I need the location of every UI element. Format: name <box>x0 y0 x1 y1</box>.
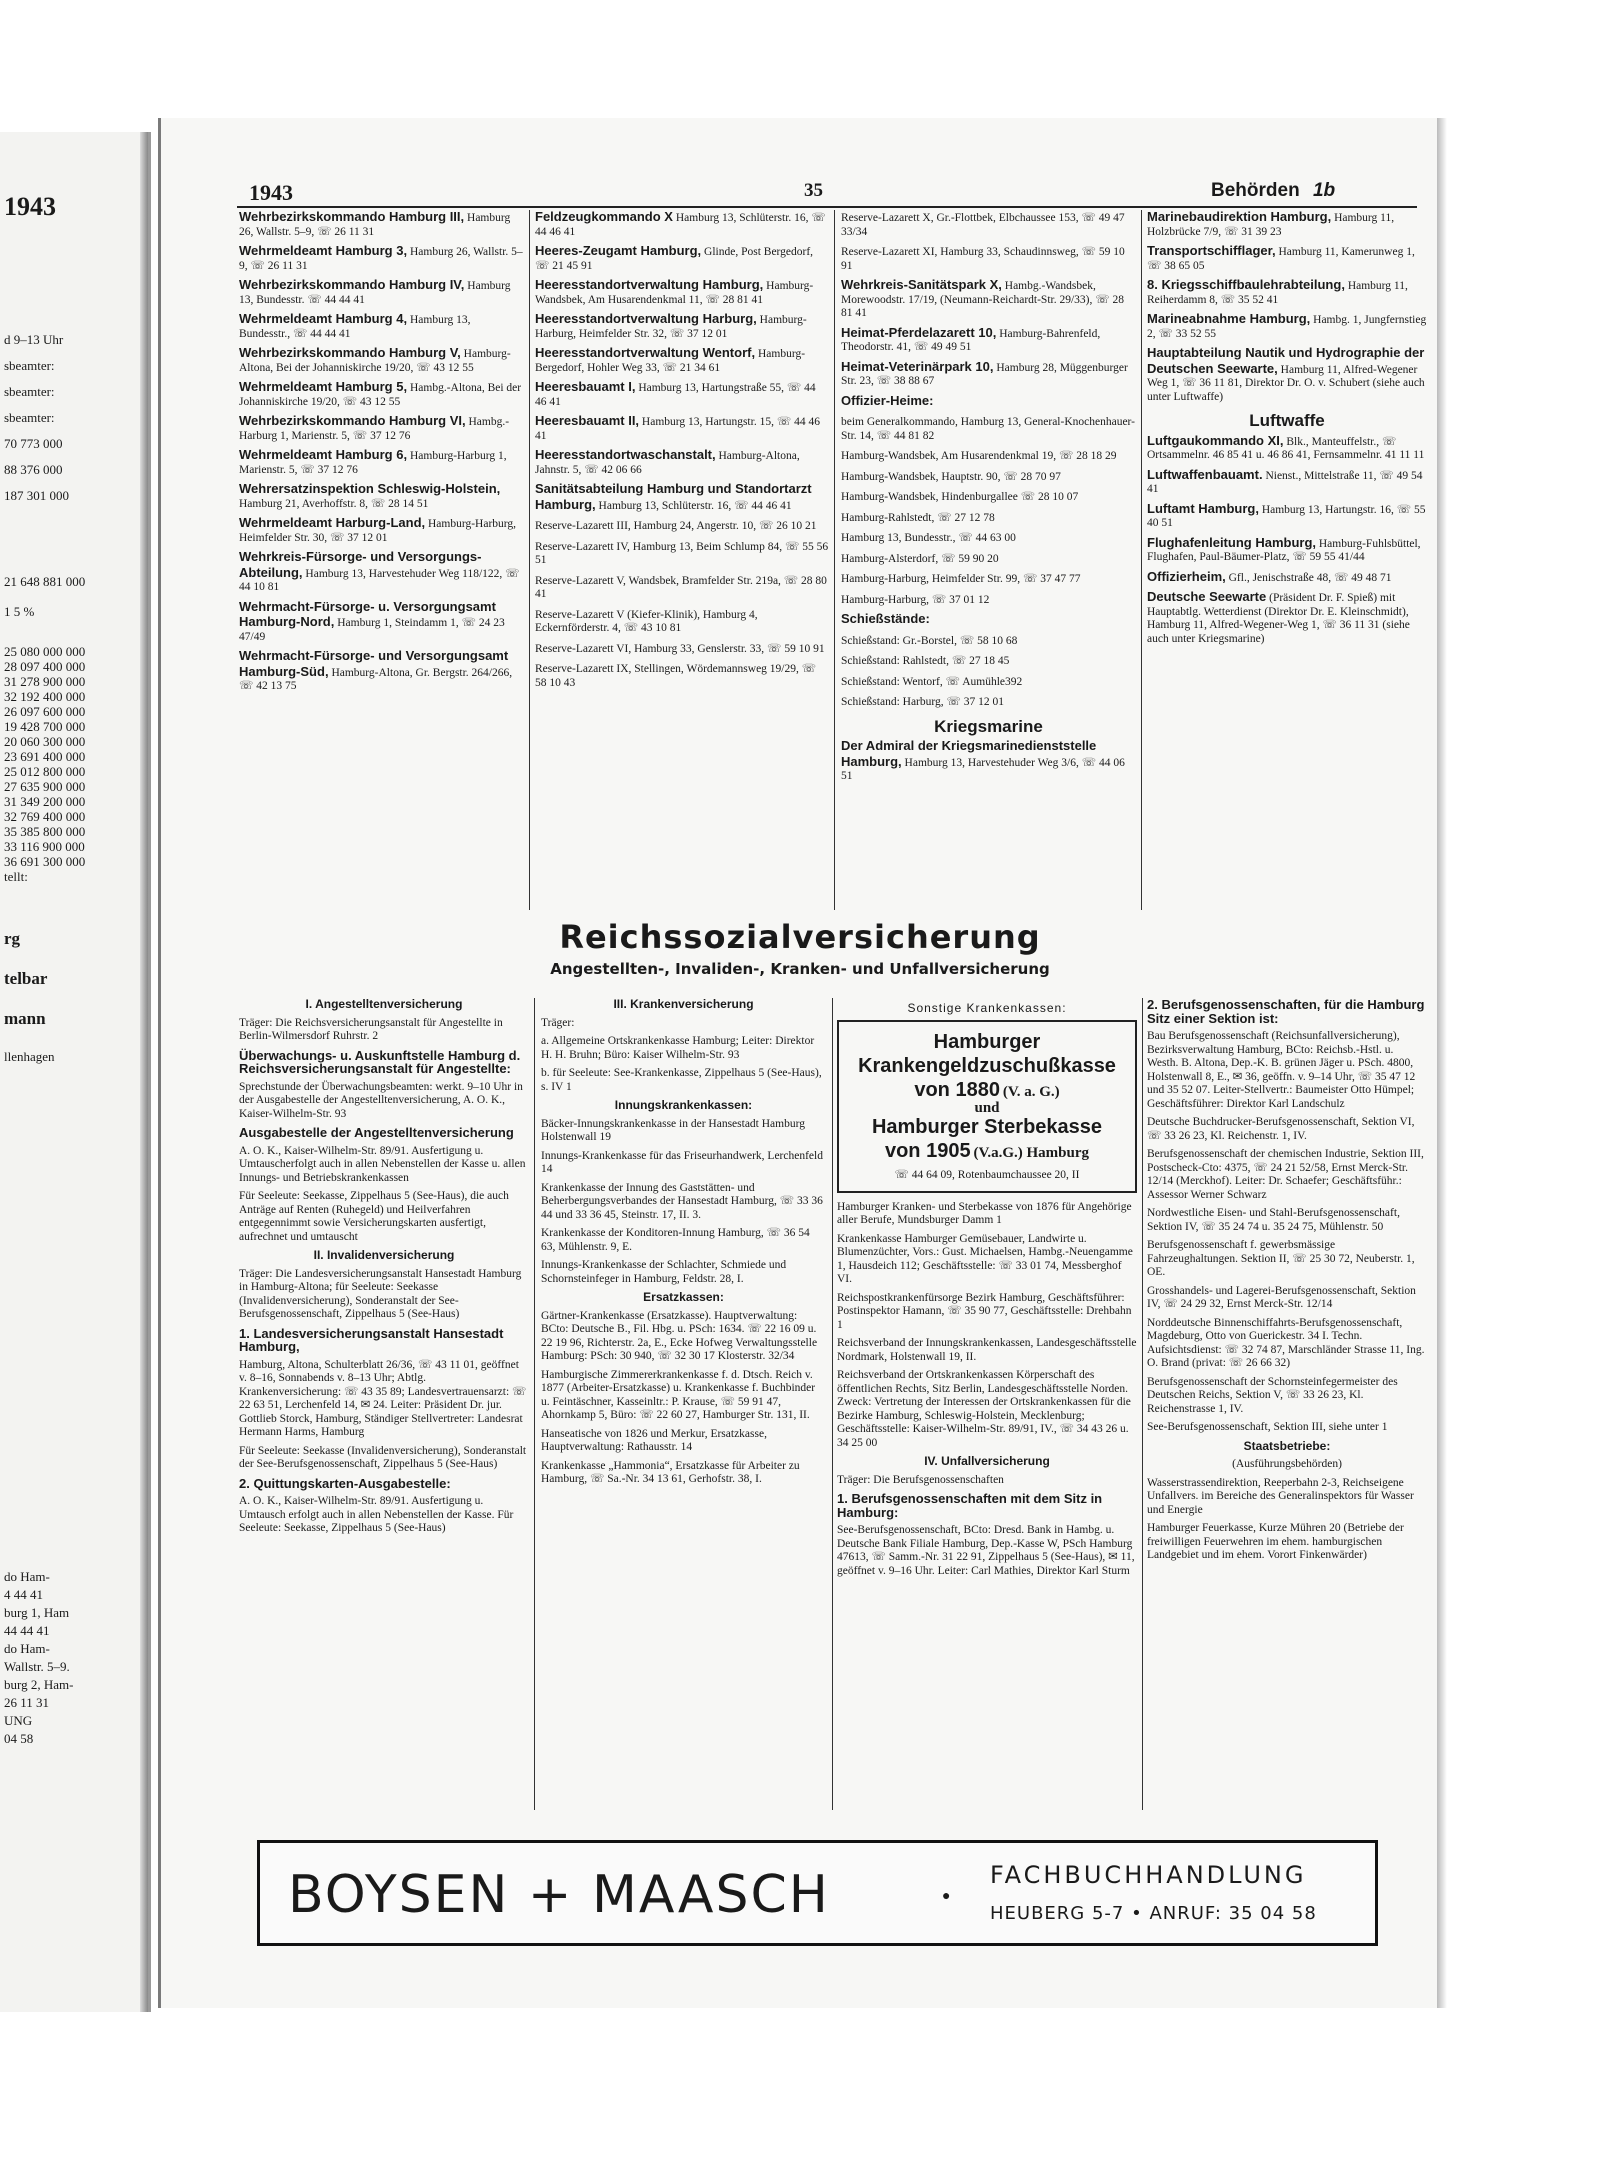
entry-name: Wehrbezirkskommando Hamburg V, <box>239 345 461 360</box>
entry-details: Nienst., Mittelstraße 11, ☏ 49 54 41 <box>1147 469 1423 495</box>
entry-details: Hamburg 28, Müggenburger Str. 23, ☏ 38 88 67 <box>841 361 1128 387</box>
directory-entry <box>1147 312 1427 341</box>
ad-line: (V. a. G.) <box>1002 1083 1060 1100</box>
directory-entry <box>841 489 1136 505</box>
entry-details: Reserve-Lazarett IX, Stellingen, Wördemannsweg 19/29, ☏ 58 10 43 <box>535 663 817 689</box>
entry-text: Reichsverband der Innungskrankenkassen, Landesgeschäftsstelle Nordmark, Holstenwall 19, II. <box>837 1337 1137 1363</box>
directory-entry <box>535 380 829 409</box>
entry-name: Marineabnahme Hamburg, <box>1147 311 1311 326</box>
entry-name: Wehrkreis-Fürsorge- und Versorgungs-Abteilung, <box>239 549 482 580</box>
entry-heading: 1. Berufsgenossenschaften mit dem Sitz in Hamburg: <box>837 1491 1103 1520</box>
directory-entry <box>841 653 1136 669</box>
directory-entry <box>1147 590 1427 646</box>
entry-details: Hamburg-Wandsbek, Am Husarendenkmal 11, ☏ 28 81 41 <box>535 280 814 306</box>
sonstige-heading: Sonstige Krankenkassen: <box>907 1001 1067 1015</box>
directory-entry <box>239 244 524 273</box>
left-page-fragment: 1 5 % <box>4 604 35 619</box>
entry-text: Hanseatische von 1826 und Merkur, Ersatzkasse, Hauptverwaltung: Rathausstr. 14 <box>541 1427 767 1453</box>
directory-entry <box>841 210 1136 239</box>
entry-text: Krankenkasse der Innung des Gaststätten- und Beherbergungsverbandes der Hansestadt Hamburg, ☏ 33 36 44 und 33 36 45, Steinstr. 17, II. 3. <box>541 1181 823 1221</box>
entry-details: Hamburg-Bergedorf, Hohler Weg 33, ☏ 21 34 61 <box>535 348 806 374</box>
entry-name: Wehrmeldeamt Hamburg 5, <box>239 379 408 394</box>
directory-entry <box>239 516 524 545</box>
column-krankenversicherung <box>541 998 826 1492</box>
directory-entry <box>1147 346 1427 404</box>
document-page <box>158 118 1439 2008</box>
subsection-heading: III. Krankenversicherung <box>613 997 754 1011</box>
entry-name: Heimat-Pferdelazarett 10, <box>841 324 997 340</box>
entry-heading: Überwachungs- u. Auskunftstelle Hamburg d. Reichsversicherungsanstalt für Angestellte: <box>239 1047 521 1076</box>
entry-text: Hamburger Feuerkasse, Kurze Mühren 20 (Betriebe der freiwilligen Feuerwehren im ehem. hamburgischen Landgebiet und im ehem. Vorort Finkenwärder) <box>1147 1522 1404 1561</box>
directory-entry <box>841 612 1136 628</box>
entry-details: Reserve-Lazarett V, Wandsbek, Bramfelder Str. 219a, ☏ 28 80 41 <box>535 574 827 600</box>
entry-details: Hamburg-Harburg, Heimfelder Str. 99, ☏ 37 47 77 <box>841 573 1081 585</box>
entry-name: Hauptabteilung Nautik und Hydrographie der Deutschen Seewarte, <box>1147 345 1425 376</box>
entry-name: Wehrbezirkskommando Hamburg IV, <box>239 277 465 292</box>
entry-details: Schießstand: Rahlstedt, ☏ 27 18 45 <box>841 655 1010 667</box>
entry-details: Hamburg 11, Holzbrücke 7/9, ☏ 31 39 23 <box>1147 212 1395 238</box>
entry-details: Reserve-Lazarett X, Gr.-Flottbek, Elbchaussee 153, ☏ 49 47 33/34 <box>841 212 1125 238</box>
entry-name: Heeresstandortverwaltung Wentorf, <box>535 345 756 360</box>
entry-details: Hamburg-Altona, Gr. Bergstr. 264/266, ☏ 42 13 75 <box>239 666 513 692</box>
left-page-fragment: 23 691 400 000 <box>4 749 86 764</box>
directory-entry <box>841 530 1136 546</box>
left-page-fragment: 187 301 000 <box>4 488 69 503</box>
directory-entry <box>535 641 829 657</box>
left-page-fragment: sbeamter: <box>4 384 55 399</box>
header-year: 1943 <box>249 180 293 205</box>
subsection-heading: II. Invalidenversicherung <box>313 1248 455 1262</box>
entry-name: Flughafenleitung Hamburg, <box>1147 534 1316 550</box>
entry-details: Reserve-Lazarett VI, Hamburg 33, Genslerstr. 33, ☏ 59 10 91 <box>535 642 825 655</box>
entry-text: Grosshandels- und Lagerei-Berufsgenossenschaft, Sektion IV, ☏ 24 29 32, Ernst Merck-Str. 12/14 <box>1147 1284 1416 1310</box>
entry-name: Heimat-Veterinärpark 10, <box>841 358 994 374</box>
directory-entry <box>1147 502 1427 531</box>
entry-details: Hamburg-Altona, Jahnstr. 5, ☏ 42 06 66 <box>535 450 800 476</box>
column-divider <box>832 998 833 1810</box>
entry-details: (Präsident Dr. F. Spieß) mit Hauptabtlg. Wetterdienst (Direktor Dr. E. Kleinschmidt), Hamburg 11, Alfred-Wegener-Weg 1, ☏ 36 11 31 (siehe auch unter Kriegsmarine) <box>1147 592 1410 645</box>
directory-entry <box>841 326 1136 355</box>
header-section-number: 1b <box>1312 180 1336 201</box>
ad-line: ☏ 44 64 09, Rotenbaumchaussee 20, II <box>894 1169 1080 1181</box>
entry-heading: 2. Berufsgenossenschaften, für die Hamburg Sitz einer Sektion ist: <box>1147 997 1425 1026</box>
directory-entry <box>535 312 829 341</box>
left-page-fragment: llenhagen <box>4 1049 55 1064</box>
left-page-fragment: 88 376 000 <box>4 462 63 477</box>
left-page-fragment: 70 773 000 <box>4 436 63 451</box>
entry-text: Träger: Die Reichsversicherungsanstalt für Angestellte in Berlin-Wilmersdorf Ruhrstr. 2 <box>239 1016 503 1042</box>
entry-text: A. O. K., Kaiser-Wilhelm-Str. 89/91. Ausfertigung u. Umtauscherfolgt auch in allen Nebenstellen der Kasse u. allen Innungs- und Betriebskrankenkassen <box>239 1144 526 1184</box>
ad-shop-type: FACHBUCHHANDLUNG <box>990 1861 1307 1889</box>
entry-name: 8. Kriegsschiffbaulehrabteilung, <box>1147 277 1345 292</box>
entry-details: Glinde, Post Bergedorf, ☏ 21 45 91 <box>535 246 814 272</box>
entry-details: Schießstand: Harburg, ☏ 37 12 01 <box>841 696 1005 708</box>
entry-name: Wehrersatzinspektion Schleswig-Holstein, <box>239 481 501 496</box>
left-page-fragment: rg <box>4 929 21 948</box>
ad-line: von 1905 <box>884 1140 971 1162</box>
entry-text: Deutsche Buchdrucker-Berufsgenossenschaft, Sektion VI, ☏ 33 26 23, Kl. Reichenstr. 1, IV. <box>1147 1116 1415 1142</box>
left-page-fragment: UNG <box>4 1713 33 1728</box>
directory-entry <box>841 674 1136 690</box>
directory-entry <box>841 394 1136 410</box>
entry-name: Der Admiral der Kriegsmarinedienststelle Hamburg, <box>841 738 1097 769</box>
entry-name: Feldzeugkommando X <box>535 209 673 224</box>
entry-text: Hamburg, Altona, Schulterblatt 26/36, ☏ 43 11 01, geöffnet v. 8–16, Sonnabends v. 8–13 Uhr; Abtlg. Krankenversicherung: ☏ 43 35 89; Landesvertrauensarzt: ☏ 22 63 51, Lerchenfeld 14, ✉ 24. Leiter: Präsident Dr. jur. Gottlieb Storck, Hamburg, Ständiger Stellvertreter: Landesrat Hermann Harms, Hamburg <box>239 1358 527 1438</box>
subsection-heading: I. Angestelltenversicherung <box>305 997 463 1011</box>
left-page-fragment: 26 11 31 <box>4 1695 50 1710</box>
entry-text: Für Seeleute: Seekasse (Invalidenversicherung), Sonderanstalt der See-Berufsgenossenschaft, Zippelhaus 5 (See-Haus) <box>239 1444 527 1470</box>
directory-entry <box>841 551 1136 567</box>
entry-name: Luftamt Hamburg, <box>1147 500 1259 516</box>
entry-text: See-Berufsgenossenschaft, BCto: Dresd. Bank in Hambg. u. Deutsche Bank Filiale Hamburg, Dep.-Kasse W, PSch Hamburg 47613, ☏ Samm.-Nr. 31 22 91, Zippelhaus 5 (See-Haus), ✉ 11, geöffnet v. 9–16 Uhr. Leiter: Carl Mathies, Direktor Karl Sturm <box>837 1524 1135 1577</box>
entry-details: Hambg.-Harburg 1, Marienstr. 5, ☏ 37 12 76 <box>239 416 510 442</box>
entry-details: Hamburg 13, Hartungstr. 15, ☏ 44 46 41 <box>535 416 820 442</box>
left-page-fragment: Wallstr. 5–9. <box>4 1659 70 1674</box>
directory-entry <box>239 346 524 375</box>
directory-entry <box>535 573 829 602</box>
entry-details: Hamburg 21, Averhoffstr. 8, ☏ 28 14 51 <box>239 497 429 510</box>
sonstige-entries <box>837 1201 1137 1579</box>
entry-text: Krankenkasse der Konditoren-Innung Hamburg, ☏ 36 54 63, Mühlenstr. 9, E. <box>541 1227 810 1253</box>
entry-name: Heeresbauamt II, <box>535 413 640 428</box>
left-page-fragment: tellt: <box>4 869 28 884</box>
entry-text: Sprechstunde der Überwachungsbeamten: werkt. 9–10 Uhr in der Ausgabestelle der Angestelltenversicherung, A. O. K., Kaiser-Wilhelm-Str. 93 <box>239 1080 523 1120</box>
entry-text: Bau Berufsgenossenschaft (Reichsunfallversicherung), Bezirksverwaltung Hamburg, BCto: Reichsb.-Hstl. u. Westh. B. Altona, Dep.-K. B. grünen Jäger u. PSch. 4800, Holstenwall 8, E., ✉ 36, geöffn. v. 9–14 Uhr, ☏ 35 47 12 und 35 52 07. Leiter-Stellvertr.: Baumeister Otto Hümpel; Geschäftsführer: Direktor Karl Landschulz <box>1147 1030 1416 1110</box>
directory-entry <box>841 414 1136 443</box>
sterbekasse-ad <box>837 1020 1137 1193</box>
entry-details: Reserve-Lazarett V (Kiefer-Klinik), Hamburg 4, Eckernförderstr. 4, ☏ 43 10 81 <box>535 608 758 634</box>
directory-entry <box>239 312 524 341</box>
entry-name: Schießstände: <box>841 611 930 626</box>
entry-details: Hamburg 26, Wallstr. 5–9, ☏ 26 11 31 <box>239 212 511 238</box>
section-subtitle: Angestellten-, Invaliden-, Kranken- und Unfallversicherung <box>550 960 1050 978</box>
left-page-fragment: 32 192 400 000 <box>4 689 86 704</box>
entry-details: Gfl., Jenischstraße 48, ☏ 49 48 71 <box>1228 571 1392 584</box>
entry-details: Hamburg 13, Harvestehuder Weg 118/122, ☏ 44 10 81 <box>239 567 520 593</box>
header-rule <box>237 206 1417 208</box>
left-page-fragment: burg 1, Ham <box>4 1605 70 1620</box>
entry-text: Krankenkasse „Hammonia“, Ersatzkasse für Arbeiter zu Hamburg, ☏ Sa.-Nr. 34 13 61, Gerhofstr. 38, I. <box>541 1459 800 1485</box>
entry-heading: 2. Quittungskarten-Ausgabestelle: <box>239 1475 451 1491</box>
left-page-fragment: sbeamter: <box>4 410 55 425</box>
entry-details: Hamburg-Wandsbek, Hindenburgallee ☏ 28 10 07 <box>841 491 1079 503</box>
left-page-fragment: 26 097 600 000 <box>4 704 86 719</box>
subsection-heading: Staatsbetriebe: <box>1243 1438 1331 1453</box>
directory-entry <box>1147 468 1427 497</box>
entry-name: Wehrbezirkskommando Hamburg III, <box>239 209 465 224</box>
entry-text: Berufsgenossenschaft f. gewerbsmässige Fahrzeughaltungen. Sektion II, ☏ 25 30 72, Neuberstr. 1, OE. <box>1147 1239 1415 1278</box>
entry-name: Wehrmeldeamt Harburg-Land, <box>239 515 426 530</box>
left-page-fragment: 25 080 000 000 <box>4 644 86 659</box>
left-page-fragment: 4 44 41 <box>4 1587 43 1602</box>
entry-details: Hamburg-Wandsbek, Hauptstr. 90, ☏ 28 70 97 <box>841 470 1061 483</box>
left-page-fragment: 36 691 300 000 <box>4 854 86 869</box>
directory-entry <box>535 210 829 239</box>
entry-name: Heeresbauamt I, <box>535 379 636 394</box>
entry-text: Wasserstrassendirektion, Reeperbahn 2-3, Reichseigene Unfallvers. im Bereiche des Generalinspektors für Wasser und Energie <box>1147 1476 1414 1516</box>
entry-details: Hambg.-Altona, Bei der Johanniskirche 19/20, ☏ 43 12 55 <box>239 382 522 408</box>
directory-entry <box>239 210 524 239</box>
left-page-fragment: 21 648 881 000 <box>4 574 86 589</box>
entry-details: Reserve-Lazarett III, Hamburg 24, Angerstr. 10, ☏ 26 10 21 <box>535 520 817 532</box>
column-divider <box>529 210 530 910</box>
column-wehrbezirk <box>239 210 524 699</box>
directory-entry <box>239 380 524 409</box>
ad-line: Hamburger <box>933 1030 1041 1053</box>
left-page-fragment: sbeamter: <box>4 358 55 373</box>
directory-entry <box>535 278 829 307</box>
entry-text: Hamburgische Zimmererkrankenkasse f. d. Dtsch. Reich v. 1877 (Arbeiter-Ersatzkasse) u. Krankenkasse f. Buchbinder u. Feintäschner, Kasseinltr.: P. Krause, ☏ 59 91 47, Ahornkamp 5, Büro: ☏ 22 60 27, Hamburger Str. 131, II. <box>541 1368 816 1421</box>
entry-text: Träger: Die Berufsgenossenschaften <box>837 1473 1004 1486</box>
entry-text: Nordwestliche Eisen- und Stahl-Berufsgenossenschaft, Sektion IV, ☏ 35 24 74 u. 35 24 75, Mühlenstr. 50 <box>1147 1207 1400 1233</box>
entry-details: Hamburg-Harburg, Heimfelder Str. 30, ☏ 37 12 01 <box>239 518 517 544</box>
left-page-fragment: burg 2, Ham- <box>4 1677 74 1692</box>
directory-entry <box>1147 434 1427 463</box>
entry-details: Hambg. 1, Jungfernstieg 2, ☏ 33 52 55 <box>1147 314 1427 340</box>
entry-details: beim Generalkommando, Hamburg 13, General-Knochenhauer-Str. 14, ☏ 44 81 82 <box>841 416 1135 442</box>
left-page-fragment: telbar <box>4 969 48 988</box>
left-page-fragment: 35 385 800 000 <box>4 824 86 839</box>
entry-text: Träger: <box>541 1016 575 1029</box>
ad-line: von 1880 <box>914 1078 1000 1101</box>
column-lazarette <box>841 210 1136 789</box>
entry-heading: Ausgabestelle der Angestelltenversicherung <box>239 1125 514 1140</box>
entry-name: Heeres-Zeugamt Hamburg, <box>535 243 702 258</box>
directory-entry <box>1147 536 1427 565</box>
section-title: Reichssozialversicherung <box>559 918 1041 956</box>
column-divider <box>834 210 835 910</box>
entry-name: Heeresstandortverwaltung Harburg, <box>535 311 757 326</box>
entry-name: Transportschifflager, <box>1147 243 1276 258</box>
left-page-fragment: d 9–13 Uhr <box>4 332 64 347</box>
entry-details: Hamburg-Rahlstedt, ☏ 27 12 78 <box>841 511 995 524</box>
entry-name: Sanitätsabteilung Hamburg und Standortarzt Hamburg, <box>535 481 812 512</box>
entry-name: Deutsche Seewarte <box>1147 589 1267 604</box>
ad-separator-dot: ● <box>942 1889 951 1904</box>
entry-text: Träger: Die Landesversicherungsanstalt Hansestadt Hamburg in Hamburg-Altona; für Seeleute: Seekasse (Invalidenversicherung), Sonderanstalt der See-Berufsgenossenschaft, Zippelhaus 5 (See-Haus) <box>239 1267 522 1320</box>
directory-entry <box>841 739 1136 784</box>
directory-entry <box>535 346 829 375</box>
entry-details: Schießstand: Gr.-Borstel, ☏ 58 10 68 <box>841 634 1018 647</box>
subsection-heading: Luftwaffe <box>1249 411 1325 430</box>
subsection-heading: Ersatzkassen: <box>643 1290 724 1304</box>
directory-entry <box>239 414 524 443</box>
directory-entry <box>841 633 1136 649</box>
entry-text: Berufsgenossenschaft der Schornsteinfegermeister des Deutschen Reichs, Sektion V, ☏ 33 26 23, Kl. Reichenstrasse 1, IV. <box>1147 1375 1398 1415</box>
ad-line: Hamburger Sterbekasse <box>871 1116 1103 1138</box>
ad-line: Krankengeldzuschußkasse <box>858 1054 1116 1077</box>
left-facing-page <box>0 132 151 2012</box>
left-page-fragment: 33 116 900 000 <box>4 839 85 854</box>
left-page-fragment: 31 278 900 000 <box>4 674 86 689</box>
entry-details: Reserve-Lazarett XI, Hamburg 33, Schaudinnsweg, ☏ 59 10 91 <box>841 246 1125 272</box>
entry-text: A. O. K., Kaiser-Wilhelm-Str. 89/91. Ausfertigung u. Umtausch erfolgt auch in allen Nebenstellen der Kasse. Für Seeleute: Seekasse, Zippelhaus 5 (See-Haus) <box>239 1495 514 1534</box>
entry-details: Hamburg 1, Steindamm 1, ☏ 24 23 47/49 <box>239 617 505 643</box>
ad-line: (V.a.G.) Hamburg <box>973 1145 1090 1161</box>
entry-text: Innungs-Krankenkasse der Schlachter, Schmiede und Schornsteinfeger in Hamburg, Feldstr. 28, I. <box>541 1259 787 1285</box>
directory-entry <box>535 244 829 273</box>
entry-details: Hamburg 13, Harvestehuder Weg 3/6, ☏ 44 06 51 <box>841 756 1125 782</box>
directory-entry <box>841 244 1136 273</box>
entry-details: Hamburg 13, Hartungstr. 16, ☏ 55 40 51 <box>1147 503 1426 529</box>
entry-details: Hamburg-Wandsbek, Am Husarendenkmal 19, ☏ 28 18 29 <box>841 450 1117 462</box>
directory-entry <box>239 482 524 511</box>
subsection-heading: Innungskrankenkassen: <box>614 1098 753 1112</box>
header-page-number: 35 <box>804 180 823 201</box>
ad-shop-address: HEUBERG 5-7 • ANRUF: 35 04 58 <box>990 1903 1317 1924</box>
directory-entry <box>841 510 1136 526</box>
column-marine-luftwaffe <box>1147 210 1427 651</box>
left-page-fragment: 32 769 400 000 <box>4 809 86 824</box>
entry-name: Luftgaukommando XI, <box>1147 432 1284 448</box>
entry-details: Hamburg 13, Bundesstr. ☏ 44 44 41 <box>239 280 511 306</box>
left-page-fragment: mann <box>4 1009 46 1028</box>
entry-name: Wehrbezirkskommando Hamburg VI, <box>239 413 466 428</box>
directory-entry <box>841 469 1136 485</box>
directory-entry <box>535 539 829 568</box>
entry-text: Bäcker-Innungskrankenkasse in der Hansestadt Hamburg Holstenwall 19 <box>541 1117 805 1143</box>
column-divider <box>1142 998 1143 1810</box>
entry-details: Hamburg-Harburg 1, Marienstr. 5, ☏ 37 12 76 <box>239 450 507 476</box>
left-page-fragment: 25 012 800 000 <box>4 764 86 779</box>
entry-details: Hamburg-Altona, Bei der Johanniskirche 19/20, ☏ 43 12 55 <box>239 348 511 374</box>
entry-details: Hamburg-Harburg, Heimfelder Str. 32, ☏ 37 12 01 <box>535 314 807 340</box>
left-page-fragment: 44 44 41 <box>4 1623 50 1638</box>
directory-entry <box>841 278 1136 321</box>
left-page-year: 1943 <box>4 192 56 221</box>
directory-entry <box>841 360 1136 389</box>
column-heeres <box>535 210 829 695</box>
entry-name: Wehrmacht-Fürsorge- u. Versorgungsamt Hamburg-Nord, <box>239 598 496 629</box>
entry-details: Hamburg 13, Bundesstr., ☏ 44 63 00 <box>841 532 1016 544</box>
directory-entry <box>239 448 524 477</box>
ad-shop-name: BOYSEN + MAASCH <box>288 1865 830 1925</box>
directory-entry <box>239 649 524 694</box>
left-page-fragment: 27 635 900 000 <box>4 779 86 794</box>
entry-details: Hamburg 11, Kamerunweg 1, ☏ 38 65 05 <box>1147 246 1415 272</box>
entry-details: Hamburg 11, Alfred-Wegener Weg 1, ☏ 36 11 81, Direktor Dr. O. v. Schubert (siehe auch unter Luftwaffe) <box>1147 363 1425 403</box>
entry-details: Hambg.-Wandsbek, Morewoodstr. 17/19, (Neumann-Reichardt-Str. 29/33), ☏ 28 81 41 <box>841 280 1124 319</box>
directory-entry <box>535 661 829 690</box>
entry-name: Wehrmeldeamt Hamburg 3, <box>239 243 408 258</box>
entry-name: Wehrmacht-Fürsorge- und Versorgungsamt Hamburg-Süd, <box>239 648 509 679</box>
subsection-heading: Kriegsmarine <box>934 716 1043 736</box>
entry-details: Reserve-Lazarett IV, Hamburg 13, Beim Schlump 84, ☏ 55 56 51 <box>535 540 829 566</box>
entry-note: (Ausführungsbehörden) <box>1232 1458 1342 1470</box>
directory-entry <box>841 448 1136 464</box>
entry-text: a. Allgemeine Ortskrankenkasse Hamburg; Leiter: Direktor H. H. Bruhn; Büro: Kaiser Wilhelm-Str. 93 <box>541 1035 815 1061</box>
bookshop-advertisement <box>257 1840 1378 1946</box>
entry-text: Krankenkasse Hamburger Gemüsebauer, Landwirte u. Blumenzüchter, Vors.: Gust. Michaelsen, Hambg.-Neuengamme 1, Hausdeich 112; Geschäftsstelle: ☏ 33 01 74, Messberghof VI. <box>837 1232 1133 1285</box>
entry-name: Wehrkreis-Sanitätspark X, <box>841 277 1002 292</box>
entry-text: Gärtner-Krankenkasse (Ersatzkasse). Hauptverwaltung: BCto: Deutsche B., Fil. Hbg. u. PSch: 1634. ☏ 22 16 09 u. 22 19 96, Richterstr. 2a, E., Ecke Hofweg Verwaltungsstelle Hamburg: PSch: 30 940, ☏ 32 30 17 Klosterstr. 32/34 <box>541 1309 818 1362</box>
entry-details: Schießstand: Wentorf, ☏ Aumühle392 <box>841 675 1023 688</box>
entry-text: b. für Seeleute: See-Krankenkasse, Zippelhaus 5 (See-Haus), s. IV 1 <box>541 1067 822 1093</box>
entry-text: Norddeutsche Binnenschiffahrts-Berufsgenossenschaft, Magdeburg, Otto von Guerickestr. 34 I. Techn. Aufsichtsdienst: ☏ 32 74 87, Marschländer Strasse 11, Ing. O. Brand (privat: ☏ 26 66 32) <box>1147 1316 1425 1369</box>
left-page-fragment: 28 097 400 000 <box>4 659 86 674</box>
entry-details: Hamburg 13, Bundesstr., ☏ 44 44 41 <box>239 314 471 340</box>
directory-entry <box>239 550 524 595</box>
entry-details: Hamburg 13, Schlüterstr. 16, ☏ 44 46 41 <box>598 499 792 512</box>
entry-name: Offizier-Heime: <box>841 392 934 408</box>
entry-text: Hamburger Kranken- und Sterbekasse von 1876 für Angehörige aller Berufe, Mundsburger Damm 1 <box>837 1200 1132 1226</box>
directory-entry <box>841 694 1136 710</box>
left-page-fragment: 04 58 <box>4 1731 34 1746</box>
left-page-fragment: do Ham- <box>4 1569 50 1584</box>
directory-entry <box>841 592 1136 608</box>
entry-text: Innungs-Krankenkasse für das Friseurhandwerk, Lerchenfeld 14 <box>541 1149 823 1175</box>
directory-entry <box>535 414 829 443</box>
entry-name: Offizierheim, <box>1147 568 1226 584</box>
page-gutter <box>140 132 148 2012</box>
entry-name: Heeresstandortverwaltung Hamburg, <box>535 277 764 292</box>
entry-text: Berufsgenossenschaft der chemischen Industrie, Sektion III, Postscheck-Cto: 4375, ☏ 24 21 52/58, Ernst Merck-Str. 12/14 (Merckhof). Leiter: Dr. Schaefer; Geschäftsführ.: Assessor Werner Schwarz <box>1147 1148 1424 1201</box>
entry-details: Hamburg 13, Schlüterstr. 16, ☏ 44 46 41 <box>535 212 826 238</box>
entry-details: Blk., Manteuffelstr., ☏ Ortsammelnr. 46 85 41 u. 46 86 41, Fernsammelnr. 41 11 11 <box>1147 435 1425 461</box>
header-section-title: Behörden <box>1211 180 1300 201</box>
directory-entry <box>535 607 829 636</box>
entry-text: Für Seeleute: Seekasse, Zippelhaus 5 (See-Haus), die auch Anträge auf Renten (Ruhegeld) und Heilverfahren entgegennimmt sowie Versicherungskarten ausfertigt, aufrechnet und umtauscht <box>239 1190 509 1243</box>
entry-name: Heeresstandortwaschanstalt, <box>535 447 716 462</box>
directory-entry <box>239 278 524 307</box>
left-page-fragment: do Ham- <box>4 1641 50 1656</box>
entry-name: Wehrmeldeamt Hamburg 4, <box>239 311 408 326</box>
directory-entry <box>1147 244 1427 273</box>
header-section <box>1211 180 1335 202</box>
column-berufsgenossenschaften <box>1147 998 1427 1568</box>
left-page-fragment: 31 349 200 000 <box>4 794 86 809</box>
ad-line: und <box>974 1099 1000 1116</box>
entry-name: Wehrmeldeamt Hamburg 6, <box>239 447 408 462</box>
entry-details: Hamburg 26, Wallstr. 5–9, ☏ 26 11 31 <box>239 246 523 272</box>
entry-details: Hamburg-Fuhlsbüttel, Flughafen, Paul-Bäumer-Platz, ☏ 59 55 41/44 <box>1147 537 1421 563</box>
column-divider <box>534 998 535 1810</box>
entry-text: Reichsverband der Ortskrankenkassen Körperschaft des öffentlichen Rechts, Sitz Berlin, Landesgeschäftsstelle Norden. Zweck: Vertretung der Interessen der Ortskrankenkassen für die Bezirke Hamburg, Schleswig-Holstein, Mecklenburg; Geschäftsstelle: Kaiser-Wilhelm-Str. 89/91, IV., ☏ 34 43 26 u. 34 25 00 <box>837 1369 1131 1449</box>
subsection-heading: IV. Unfallversicherung <box>924 1454 1050 1468</box>
directory-entry <box>841 571 1136 587</box>
column-angestellten-invaliden <box>239 998 529 1541</box>
entry-name: Marinebaudirektion Hamburg, <box>1147 209 1332 224</box>
directory-entry <box>535 482 829 513</box>
entry-name: Luftwaffenbauamt. <box>1147 466 1263 482</box>
directory-entry <box>1147 210 1427 239</box>
entry-text: See-Berufsgenossenschaft, Sektion III, siehe unter 1 <box>1147 1421 1388 1433</box>
left-page-fragment: 20 060 300 000 <box>4 734 86 749</box>
entry-text: Reichspostkrankenfürsorge Bezirk Hamburg, Geschäftsführer: Postinspektor Hamann, ☏ 35 90 77, Geschäftsstelle: Drehbahn 1 <box>837 1291 1132 1331</box>
left-page-fragment: 19 428 700 000 <box>4 719 86 734</box>
directory-entry <box>1147 570 1427 586</box>
entry-details: Hamburg 11, Reiherdamm 8, ☏ 35 52 41 <box>1147 280 1408 306</box>
page-edge-shade <box>1437 118 1447 2008</box>
directory-entry <box>535 448 829 477</box>
entry-details: Hamburg-Alsterdorf, ☏ 59 90 20 <box>841 552 999 565</box>
entry-details: Hamburg 13, Hartungstraße 55, ☏ 44 46 41 <box>535 382 816 408</box>
column-divider <box>1141 210 1142 910</box>
directory-entry <box>239 600 524 645</box>
entry-details: Hamburg-Harburg, ☏ 37 01 12 <box>841 593 990 606</box>
entry-details: Hamburg-Bahrenfeld, Theodorstr. 41, ☏ 49 49 51 <box>841 327 1101 353</box>
directory-entry <box>1147 278 1427 307</box>
entry-heading: 1. Landesversicherungsanstalt Hansestadt Hamburg, <box>239 1325 504 1354</box>
column-sonstige-kassen <box>837 998 1137 1583</box>
directory-entry <box>535 518 829 534</box>
